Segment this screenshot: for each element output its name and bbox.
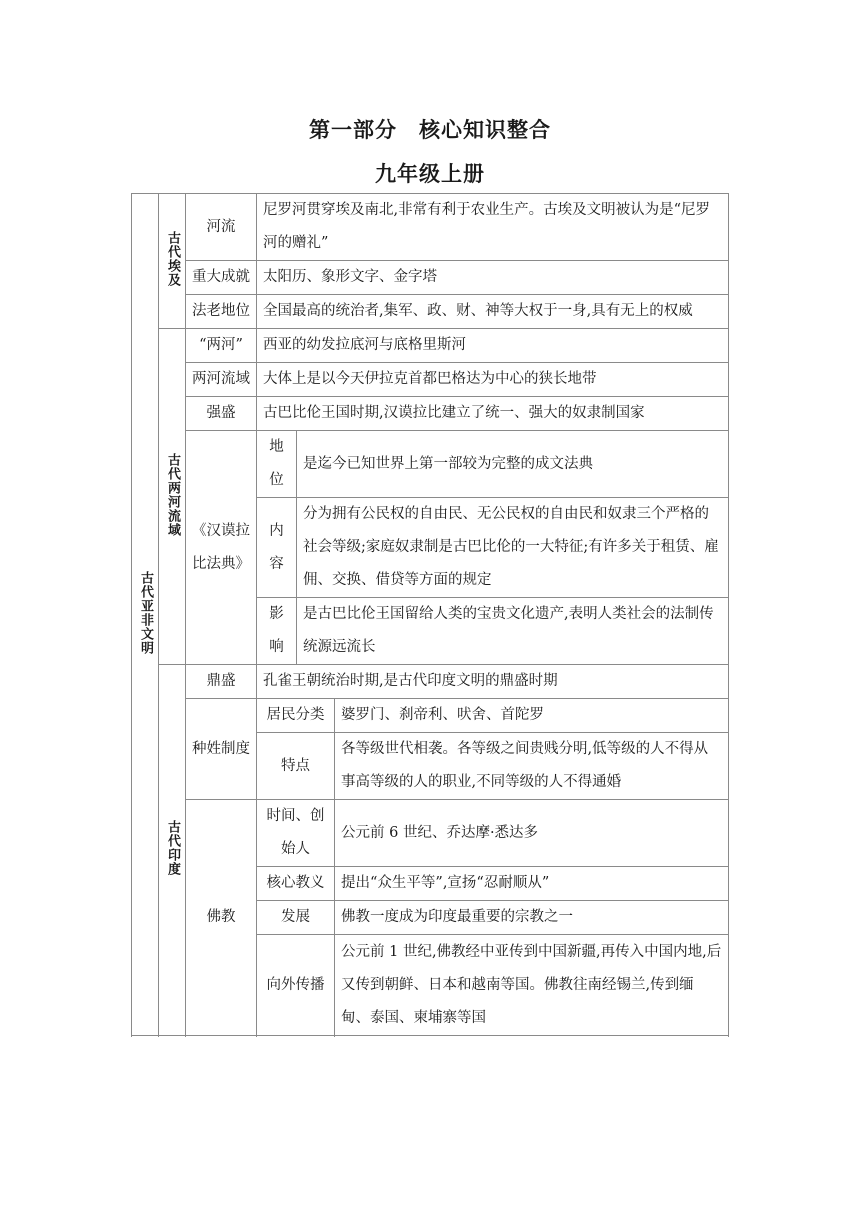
table-row	[132, 699, 729, 733]
topic-cell-caste: 种姓制度	[186, 699, 257, 800]
topic-cell: “两河”	[186, 329, 257, 363]
content-cell: 古巴比伦王国时期,汉谟拉比建立了统一、强大的奴隶制国家	[257, 397, 729, 431]
subtopic-cell: 向外传播	[257, 935, 335, 1036]
topic-cell: 法老地位	[186, 295, 257, 329]
table-row	[132, 431, 729, 498]
subtopic-cell: 居民分类	[257, 699, 335, 733]
table-row	[132, 295, 729, 329]
civilization-cell-india: 古代印度	[159, 665, 186, 1036]
content-cell: 公元前 6 世纪、乔达摩·悉达多	[335, 800, 729, 867]
table-row	[132, 329, 729, 363]
content-cell: 全国最高的统治者,集军、政、财、神等大权于一身,具有无上的权威	[257, 295, 729, 329]
topic-cell-code: 《汉谟拉比法典》	[186, 431, 257, 665]
civilization-cell-mesopotamia: 古代两河流域	[159, 329, 186, 665]
topic-cell: 鼎盛	[186, 665, 257, 699]
content-cell: 公元前 1 世纪,佛教经中亚传到中国新疆,再传入中国内地,后又传到朝鲜、日本和越南等国。佛教往南经锡兰,传到缅甸、泰国、柬埔寨等国	[335, 935, 729, 1036]
page-title	[0, 114, 860, 144]
content-cell: 是古巴比伦王国留给人类的宝贵文化遗产,表明人类社会的法制传统源远流长	[297, 598, 729, 665]
knowledge-table	[131, 193, 729, 1036]
table-row	[132, 363, 729, 397]
table-row	[132, 194, 729, 261]
page-subtitle: 九年级上册	[375, 162, 485, 186]
table-row	[132, 665, 729, 699]
subtopic-cell: 发展	[257, 901, 335, 935]
content-cell: 是迄今已知世界上第一部较为完整的成文法典	[297, 431, 729, 498]
topic-cell: 两河流域	[186, 363, 257, 397]
topic-cell: 强盛	[186, 397, 257, 431]
region-cell: 古代亚非文明	[132, 194, 159, 1036]
subtopic-cell: 内容	[257, 498, 297, 598]
content-cell: 大体上是以今天伊拉克首都巴格达为中心的狭长地带	[257, 363, 729, 397]
content-cell: 提出“众生平等”,宣扬“忍耐顺从”	[335, 867, 729, 901]
content-cell: 太阳历、象形文字、金字塔	[257, 261, 729, 295]
topic-cell: 河流	[186, 194, 257, 261]
topic-cell-buddhism: 佛教	[186, 800, 257, 1036]
subtopic-cell: 特点	[257, 733, 335, 800]
content-cell: 婆罗门、刹帝利、吠舍、首陀罗	[335, 699, 729, 733]
content-cell: 西亚的幼发拉底河与底格里斯河	[257, 329, 729, 363]
content-cell: 各等级世代相袭。各等级之间贵贱分明,低等级的人不得从事高等级的人的职业,不同等级的人不得通婚	[335, 733, 729, 800]
part-label: 第一部分	[309, 118, 397, 142]
table-row	[132, 397, 729, 431]
content-cell: 孔雀王朝统治时期,是古代印度文明的鼎盛时期	[257, 665, 729, 699]
title-label: 核心知识整合	[419, 118, 551, 142]
subtopic-cell: 地位	[257, 431, 297, 498]
civilization-cell-egypt: 古代埃及	[159, 194, 186, 329]
subtopic-cell: 时间、创始人	[257, 800, 335, 867]
content-cell: 佛教一度成为印度最重要的宗教之一	[335, 901, 729, 935]
content-cell: 分为拥有公民权的自由民、无公民权的自由民和奴隶三个严格的社会等级;家庭奴隶制是古巴比伦的一大特征;有许多关于租赁、雇佣、交换、借贷等方面的规定	[297, 498, 729, 598]
topic-cell: 重大成就	[186, 261, 257, 295]
table-row	[132, 261, 729, 295]
subtopic-cell: 核心教义	[257, 867, 335, 901]
subtopic-cell: 影响	[257, 598, 297, 665]
content-cell: 尼罗河贯穿埃及南北,非常有利于农业生产。古埃及文明被认为是“尼罗河的赠礼”	[257, 194, 729, 261]
